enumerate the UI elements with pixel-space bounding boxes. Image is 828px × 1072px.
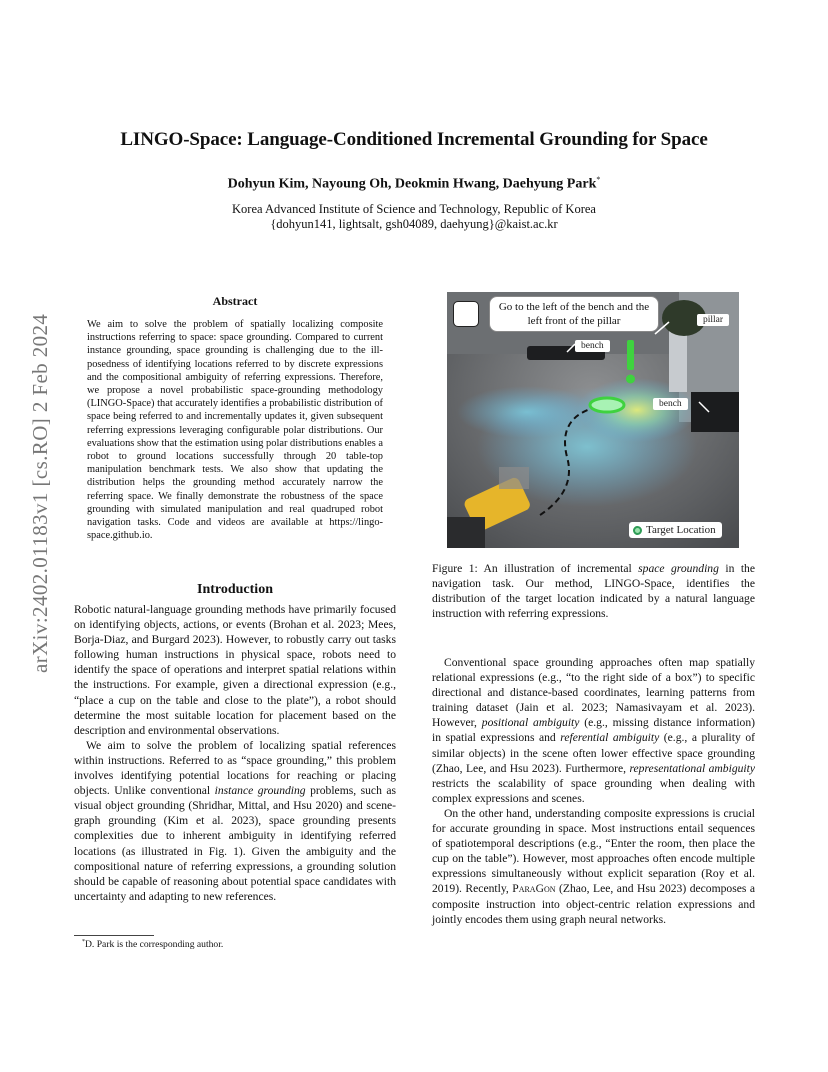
label-bench-1: bench [575, 340, 610, 352]
label-bench-2: bench [653, 398, 688, 410]
target-location-text: Target Location [646, 524, 716, 536]
rc-p2-a: On the other hand, understanding composite expressions is crucial for accurate grounding in space. Most instructions entail sequences of spatiotemporal descriptions (e.g., “Enter the room, then place the cup on the table”). However, most approaches often encode multiple expressions simultaneously without explicit separation (Roy et al. 2019). Recently, [432, 806, 755, 896]
target-location-label [629, 522, 722, 538]
rc-p2-b: (Zhao, Lee, and Hsu 2023) decomposes a composite instruction into object-centric relation expressions and jointly encodes them using graph neural networks. [432, 882, 755, 926]
user-icon [453, 301, 479, 327]
label-pillar: pillar [697, 314, 729, 326]
abstract-text: We aim to solve the problem of spatially localizing composite instructions referring to space: space grounding. Compared to current instance grounding, space grounding is challenging due to the ill-posedness of identifying locations referred to by discrete expressions and the compositional ambiguity of referring expressions. Therefore, we propose a novel probabilistic space-grounding methodology (LINGO-Space) that accurately identifies a probabilistic distribution of space being referred to and incrementally updates it, given subsequent referring expressions leveraging configurable polar distributions. Our evaluations show that the estimation using polar distributions enables a robot to ground locations successfully through 20 table-top manipulation benchmark tests. We also show that updating the distribution helps the grounding method accurately narrow the referring space. We finally demonstrate the robustness of the space grounding with simulated manipulation and real quadruped robot navigation tasks. Code and videos are available at https://lingo-space.github.io. [87, 319, 383, 542]
rc-p1-em3: representational ambiguity [629, 761, 755, 775]
figure-1-image [447, 292, 739, 548]
rc-p2-paragon: ParaGon [512, 882, 556, 896]
robot-leg [447, 517, 485, 548]
intro-paragraph-2 [74, 738, 396, 904]
rc-p1-em2: referential ambiguity [560, 731, 660, 745]
affiliation-block [0, 202, 828, 232]
paper-title: LINGO-Space: Language-Conditioned Incremental Grounding for Space [120, 129, 708, 150]
footnote-rule [74, 935, 154, 936]
caption-emphasis: space grounding [638, 562, 719, 575]
footnote-mark: * [82, 939, 85, 945]
rc-p1-b: (e.g., missing distance information) in spatial expressions and [432, 716, 755, 745]
introduction-heading: Introduction [197, 582, 273, 597]
right-column-body [432, 655, 755, 927]
arxiv-identifier-text: arXiv:2402.01183v1 [cs.RO] 2 Feb 2024 [28, 313, 52, 673]
caption-text-a: Figure 1: An illustration of incremental [432, 562, 639, 575]
target-dot-icon [633, 526, 642, 535]
right-paragraph-1 [432, 655, 755, 806]
rc-p1-em1: positional ambiguity [481, 716, 580, 730]
abstract-heading: Abstract [212, 294, 258, 308]
intro-paragraph-1: Robotic natural-language grounding methods have primarily focused on identifying objects, actions, or events (Brohan et al. 2023; Mees, Borja-Diaz, and Burgard 2023). However, to robustly carry out tasks following human instructions in physical space, robots need to identify the space of operations and interpret spatial relations within the instructions. For example, given a directional expression (e.g., “place a cup on the table and close to the plate”), a robot should determine the most suitable location for placement based on the description and environmental observations. [74, 603, 396, 737]
exclaim-dot [626, 375, 635, 384]
bench-2-shape [691, 392, 739, 432]
arxiv-identifier [28, 293, 52, 673]
caption-text-b: in the navigation task. Our method, LINGO-Space, identifies the distribution of the target location indicated by a natural language instruction with referring expressions. [432, 562, 755, 620]
footnote [82, 939, 392, 950]
author-names: Dohyun Kim, Nayoung Oh, Deokmin Hwang, Daehyung Park [227, 176, 597, 192]
rc-p1-a: Conventional space grounding approaches often map spatially relational expressions (e.g., “to the right side of a box”) to specific directional and distance-based coordinates, learning patterns from training dataset (Jain et al. 2023; Namasivayam et al. 2023). However, [432, 656, 755, 730]
target-ring [590, 398, 624, 412]
exclaim-bar [627, 340, 634, 370]
introduction-body [74, 602, 396, 904]
rc-p1-d: restricts the scalability of space grounding when dealing with complex expressions and scenes. [432, 776, 755, 805]
intro-p2-emphasis: instance grounding [214, 784, 306, 798]
intro-p2-text-b: problems, such as visual object grounding (Shridhar, Mittal, and Hsu 2020) and scene-graph grounding (Kim et al. 2023), space grounding presents complexities due to inherent ambiguity in identifying referred locations (as illustrated in Fig. 1). Given the ambiguity and the compositional nature of referring expressions, a grounding solution should be capable of reasoning about potential space candidates with uncertainty and adapting to new references. [74, 784, 396, 903]
right-paragraph-2 [432, 806, 755, 927]
intro-p2-text-a: We aim to solve the problem of localizing spatial references within instructions. Referred to as “space grounding,” this problem involves identifying potential locations for reaching or placing objects. Unlike conventional [74, 738, 396, 798]
affiliation: Korea Advanced Institute of Science and Technology, Republic of Korea [232, 202, 596, 216]
rc-p1-c: (e.g., a plurality of similar objects) in the scene often lower effective space grounding (Zhao, Lee, and Hsu 2023). Furthermore, [432, 731, 755, 775]
author-list [0, 175, 828, 193]
author-footnote-mark: * [596, 175, 601, 184]
figure-1-caption [432, 561, 755, 621]
instruction-bubble: Go to the left of the bench and the left front of the pillar [489, 296, 659, 332]
footnote-text: D. Park is the corresponding author. [85, 939, 224, 951]
robot-body-blur [499, 467, 529, 489]
author-emails: {dohyun141, lightsalt, gsh04089, daehyung}@kaist.ac.kr [270, 217, 558, 231]
